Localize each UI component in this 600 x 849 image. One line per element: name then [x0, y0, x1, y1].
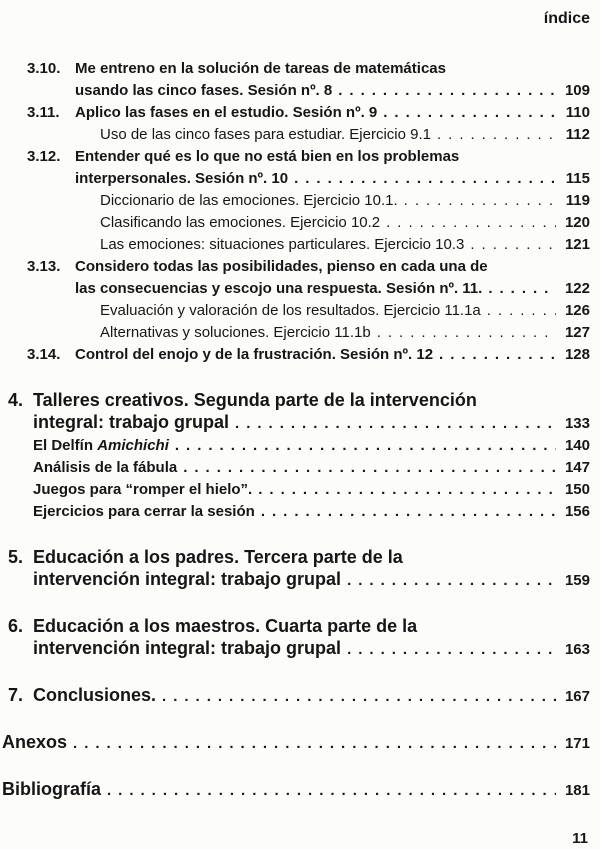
dot-leader [404, 190, 556, 212]
toc-entry-text: Juegos para “romper el hielo”. [33, 481, 253, 498]
toc-page-ref: 128 [564, 346, 590, 363]
toc-entry-line [100, 212, 590, 234]
toc-entry-number: 3.12. [27, 148, 61, 165]
toc-entry-line [75, 58, 590, 80]
toc-page-ref: 127 [564, 324, 590, 341]
toc-entry-number: 3.14. [27, 346, 61, 363]
toc-entry [0, 322, 590, 344]
toc-page-ref: 147 [564, 459, 590, 476]
folio-page-number: 11 [572, 830, 588, 847]
toc-entry-body [33, 546, 590, 592]
toc-entry-line [33, 479, 590, 501]
toc-entry-body [100, 124, 590, 146]
toc-entry-line [75, 168, 590, 190]
toc-entry-body [33, 479, 590, 501]
dot-leader [347, 570, 556, 592]
toc-entry [0, 435, 590, 457]
toc-page-ref: 171 [564, 735, 590, 752]
toc-entry-line [75, 278, 590, 300]
toc-entry-line [33, 435, 590, 457]
dot-leader [107, 780, 556, 802]
toc-entry-text: interpersonales. Sesión nº. 10 [75, 170, 289, 187]
toc-entry-line [33, 615, 590, 637]
toc-entry-text: Ejercicios para cerrar la sesión [33, 503, 255, 520]
toc-entry-line [33, 546, 590, 568]
toc-entry [0, 778, 590, 802]
toc-page-ref: 110 [565, 104, 590, 121]
dot-leader [386, 212, 556, 234]
toc-entry [0, 256, 590, 300]
toc-page-ref: 115 [565, 170, 590, 187]
toc-entry-text: Conclusiones. [33, 685, 157, 705]
toc-page-ref: 109 [564, 82, 590, 99]
toc-entry [0, 344, 590, 366]
toc-entry [0, 102, 590, 124]
toc-entry-text: Análisis de la fábula [33, 459, 178, 476]
dot-leader [488, 278, 556, 300]
toc-entry-number: 3.13. [27, 258, 61, 275]
toc-entry-text: integral: trabajo grupal [33, 412, 230, 432]
toc-entry-line [33, 501, 590, 523]
toc-entry [0, 212, 590, 234]
toc-entry-body [75, 256, 590, 300]
toc-page-ref: 112 [565, 126, 590, 143]
toc-entry-text: las consecuencias y escojo una respuesta. Sesión nº. 11. [75, 280, 483, 297]
toc-entry [0, 479, 590, 501]
toc-entry-text: Alternativas y soluciones. Ejercicio 11.1b [100, 324, 371, 341]
toc-entry-text: Anexos [2, 732, 68, 752]
toc-entry-line [75, 256, 590, 278]
toc-page-ref: 167 [564, 688, 590, 705]
toc-entry-text: Me entreno en la solución de tareas de matemáticas [75, 60, 446, 77]
toc-page-ref: 126 [564, 302, 590, 319]
toc-entry-line [75, 146, 590, 168]
toc-entry-body [75, 146, 590, 190]
dot-leader [439, 344, 556, 366]
toc-entry-line [100, 234, 590, 256]
toc-entry-text: Educación a los maestros. Cuarta parte de la [33, 616, 418, 636]
toc-entry [0, 501, 590, 523]
toc-page-ref: 120 [564, 214, 590, 231]
toc-entry-line [33, 684, 590, 708]
dot-leader [383, 102, 556, 124]
toc-entry-text-italic: Amichichi [97, 437, 169, 454]
toc-entry-line [100, 190, 590, 212]
toc-entry-text: Talleres creativos. Segunda parte de la intervención [33, 390, 477, 410]
toc-entry-text: Aplico las fases en el estudio. Sesión nº. 9 [75, 104, 378, 121]
toc-entry-line [33, 457, 590, 479]
toc-entry-text: Diccionario de las emociones. Ejercicio 10.1. [100, 192, 398, 209]
toc-entry-number: 3.11. [27, 104, 60, 121]
toc-entry [0, 389, 590, 435]
toc-entry [0, 546, 590, 592]
toc-entry [0, 146, 590, 190]
toc-page-ref: 140 [564, 437, 590, 454]
toc-entry-text: Entender qué es lo que no está bien en los problemas [75, 148, 460, 165]
toc-entry-text: usando las cinco fases. Sesión nº. 8 [75, 82, 333, 99]
dot-leader [261, 501, 556, 523]
toc-entry-number: 5. [8, 547, 24, 567]
toc-entry [0, 300, 590, 322]
toc-entry-number: 6. [8, 616, 24, 636]
toc-entry-text: Bibliografía [2, 779, 102, 799]
dot-leader [183, 457, 556, 479]
toc-entry-line [33, 568, 590, 592]
toc-entry-line [100, 322, 590, 344]
toc-entry-text: Considero todas las posibilidades, pienso en cada una de [75, 258, 488, 275]
toc-entry-body [33, 615, 590, 661]
toc-entry-text: El Delfín Amichichi [33, 437, 169, 454]
toc-entry-line [100, 300, 590, 322]
toc-entry-body [100, 212, 590, 234]
dot-leader [338, 80, 556, 102]
toc-page-ref: 181 [564, 782, 590, 799]
toc-entry-text: Evaluación y valoración de los resultados. Ejercicio 11.1a [100, 302, 481, 319]
toc-entry-number: 7. [8, 685, 24, 705]
toc-entry-body [2, 731, 590, 755]
dot-leader [470, 234, 556, 256]
dot-leader [294, 168, 556, 190]
toc-entry-body [2, 778, 590, 802]
toc-entry-body [33, 457, 590, 479]
toc-page-ref: 121 [564, 236, 590, 253]
toc-entry-text: intervención integral: trabajo grupal [33, 638, 342, 658]
toc-entry-body [33, 435, 590, 457]
toc-entry-text: Uso de las cinco fases para estudiar. Ejercicio 9.1 [100, 126, 432, 143]
toc-entry-line [33, 411, 590, 435]
toc-page-ref: 133 [564, 415, 590, 432]
dot-leader [235, 413, 556, 435]
toc-entry-body [100, 190, 590, 212]
toc-entry [0, 124, 590, 146]
toc-entry-line [75, 80, 590, 102]
dot-leader [347, 639, 556, 661]
dot-leader [258, 479, 556, 501]
toc-page-ref: 163 [564, 641, 590, 658]
toc-entry-line [2, 731, 590, 755]
dot-leader [437, 124, 556, 146]
toc-entry [0, 58, 590, 102]
toc-entry-body [33, 684, 590, 708]
page-header-title: índice [543, 10, 590, 27]
toc-entry-text: Educación a los padres. Tercera parte de la [33, 547, 403, 567]
toc-entry-text: Clasificando las emociones. Ejercicio 10.2 [100, 214, 381, 231]
toc-entry [0, 457, 590, 479]
toc-entry-body [75, 58, 590, 102]
toc-entry-number: 4. [8, 390, 24, 410]
toc-page-ref: 119 [565, 192, 590, 209]
dot-leader [73, 733, 556, 755]
toc-entry-line [100, 124, 590, 146]
dot-leader [377, 322, 556, 344]
toc-entry-text: Control del enojo y de la frustración. Sesión nº. 12 [75, 346, 434, 363]
toc-entry-text: intervención integral: trabajo grupal [33, 569, 342, 589]
toc-entry [0, 684, 590, 708]
toc-entry-body [100, 234, 590, 256]
toc-page-ref: 156 [564, 503, 590, 520]
toc-entry-number: 3.10. [27, 60, 61, 77]
toc-entry-line [33, 637, 590, 661]
toc-page-ref: 159 [564, 572, 590, 589]
toc-entry [0, 190, 590, 212]
dot-leader [487, 300, 556, 322]
toc-entry-line [33, 389, 590, 411]
toc-entry-body [33, 501, 590, 523]
toc-page-ref: 150 [564, 481, 590, 498]
toc-entry-line [2, 778, 590, 802]
toc-page-ref: 122 [564, 280, 590, 297]
toc-entry-body [75, 344, 590, 366]
toc-entry-line [75, 102, 590, 124]
dot-leader [162, 686, 556, 708]
toc-entry-text: Las emociones: situaciones particulares. Ejercicio 10.3 [100, 236, 465, 253]
toc-entry-body [100, 300, 590, 322]
toc-entry [0, 731, 590, 755]
toc-entry-body [100, 322, 590, 344]
dot-leader [175, 435, 556, 457]
toc-entry-body [75, 102, 590, 124]
toc-entry [0, 615, 590, 661]
toc-entry-body [33, 389, 590, 435]
toc-entry [0, 234, 590, 256]
toc-list [0, 58, 590, 802]
toc-entry-line [75, 344, 590, 366]
